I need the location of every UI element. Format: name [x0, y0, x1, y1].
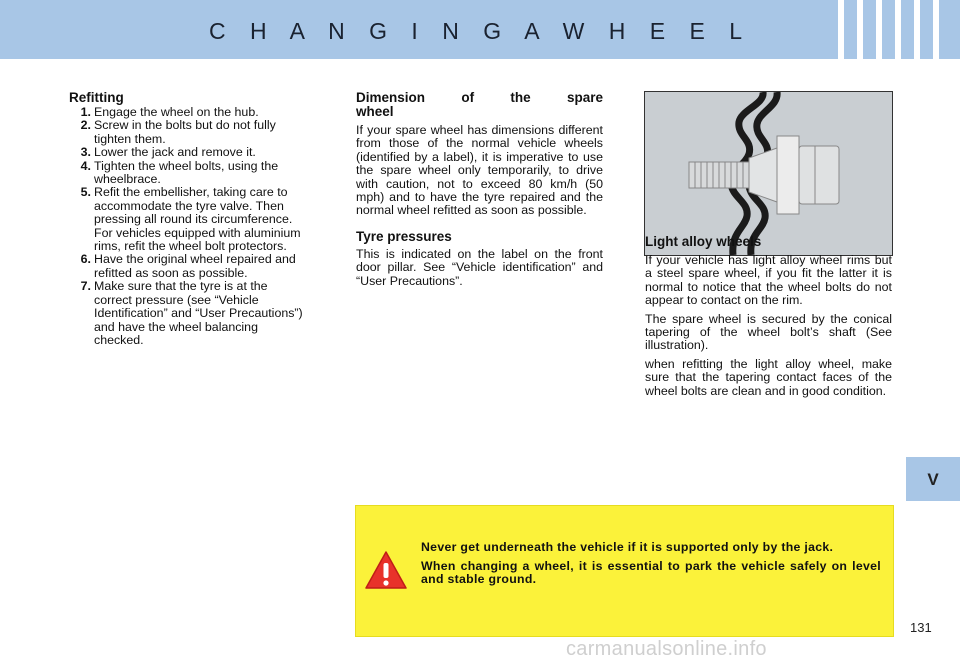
spare-heading-word: of — [461, 90, 475, 105]
warning-text — [421, 541, 881, 592]
spare-body: If your spare wheel has dimensions different from those of the normal vehicle wheels (identified by a label), it is imperative to use the spare wheel only temporarily, to drive with caution, not to exceed 80 km/h (50 mph) and to have the tyre repaired and the normal wheel refitted as soon as possible. — [356, 123, 603, 218]
refitting-step — [69, 186, 307, 253]
refitting-step — [69, 146, 307, 159]
refitting-step — [69, 253, 307, 280]
spare-heading-word: Dimension — [356, 90, 426, 105]
spare-heading — [356, 91, 603, 105]
step-number: 6. — [80, 252, 91, 267]
step-number: 7. — [80, 279, 91, 294]
page-header — [0, 0, 960, 59]
wheel-bolt-icon — [645, 92, 892, 255]
spare-heading-line2: wheel — [356, 104, 394, 119]
step-number: 5. — [80, 185, 91, 200]
alloy-section — [645, 235, 892, 403]
step-text: Engage the wheel on the hub. — [94, 105, 259, 119]
step-number: 2. — [80, 118, 91, 133]
step-text: Tighten the wheel bolts, using the wheelbrace. — [94, 158, 279, 187]
alloy-paragraph: The spare wheel is secured by the conical tapering of the wheel bolt’s shaft (See illustration). — [645, 311, 892, 353]
spare-heading-word: the — [510, 90, 531, 105]
warning-box — [355, 505, 894, 637]
step-number: 4. — [80, 158, 91, 173]
wheel-bolt-illustration — [644, 91, 893, 256]
step-number: 3. — [80, 145, 91, 160]
refitting-steps — [69, 106, 307, 347]
alloy-paragraph: when refitting the light alloy wheel, make sure that the tapering contact faces of the wheel bolts are clean and in good condition. — [645, 356, 892, 398]
step-number: 1. — [80, 105, 91, 119]
warning-triangle-icon — [364, 550, 408, 590]
warning-line: Never get underneath the vehicle if it is supported only by the jack. — [421, 540, 834, 554]
page-number: 131 — [910, 620, 932, 635]
step-text: Make sure that the tyre is at the correct pressure (see “Vehicle Identification” and “User Precautions”) and have the wheel balancing checked. — [94, 279, 303, 347]
step-text: Have the original wheel repaired and refitted as soon as possible. — [94, 252, 296, 280]
chapter-tab[interactable]: V — [906, 457, 960, 501]
spare-section — [356, 91, 603, 293]
step-text: Refit the embellisher, taking care to accommodate the tyre valve. Then pressing all round its circumference. For vehicles equipped with aluminium rims, refit the wheel bolt protectors. — [94, 185, 301, 254]
spare-heading-word: spare — [566, 90, 603, 105]
alloy-heading: Light alloy wheels — [645, 234, 762, 249]
page-title: C H A N G I N G A W H E E L — [208, 18, 752, 44]
refitting-section — [69, 91, 307, 347]
alloy-paragraph: If your vehicle has light alloy wheel rims but a steel spare wheel, if you fit the latter it is normal to notice that the wheel bolts do not appear to contact on the rim. — [645, 253, 892, 308]
tyre-heading: Tyre pressures — [356, 228, 452, 244]
watermark: carmanualsonline.info — [566, 638, 767, 660]
refitting-step — [69, 119, 307, 146]
step-text: Screw in the bolts but do not fully tighten them. — [94, 118, 276, 146]
refitting-step — [69, 160, 307, 187]
refitting-heading: Refitting — [69, 90, 124, 105]
tyre-body: This is indicated on the label on the front door pillar. See “Vehicle identification” and “User Precautions”. — [356, 246, 603, 288]
refitting-step — [69, 280, 307, 347]
step-text: Lower the jack and remove it. — [94, 145, 256, 160]
warning-line: When changing a wheel, it is essential to park the vehicle safely on level and stable ground. — [421, 559, 881, 586]
refitting-step — [69, 106, 307, 119]
